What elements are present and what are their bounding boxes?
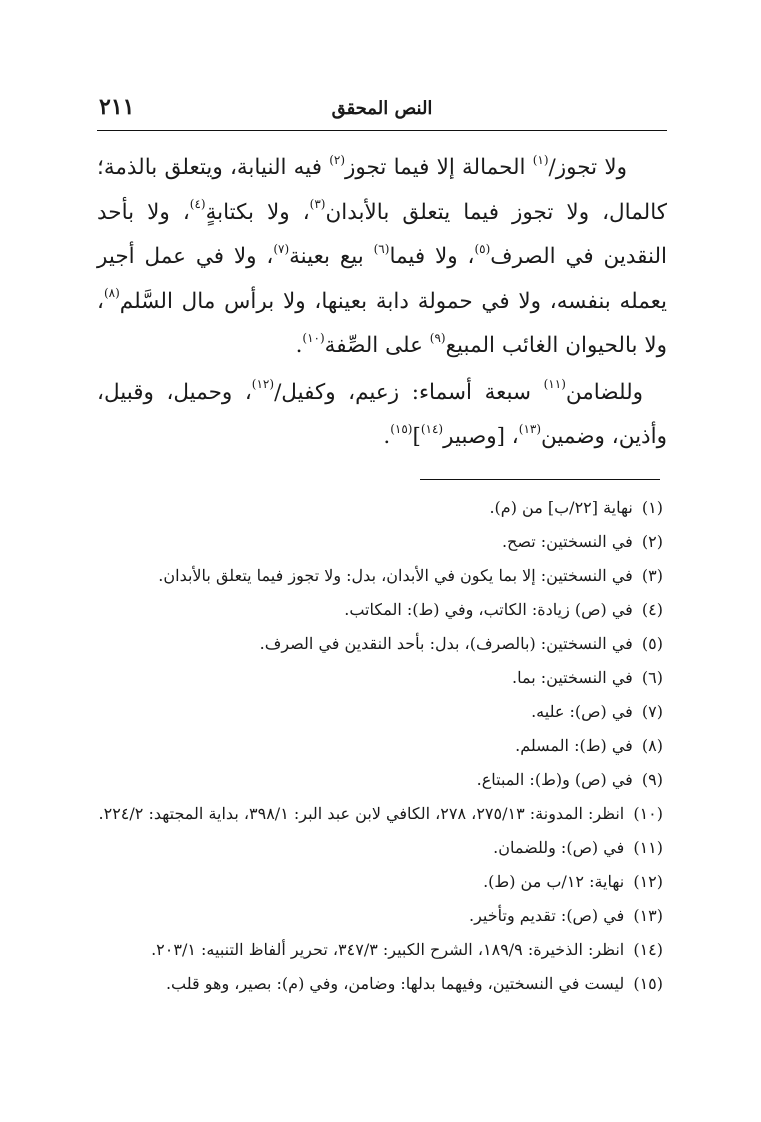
footnote-text: في (ص): وللضمان. [493, 838, 625, 857]
footnote-number: (٤) [641, 600, 663, 619]
footnote-number: (١٥) [633, 974, 663, 993]
text-segment: ، ولا بالحيوان الغائب المبيع [97, 288, 667, 358]
footnote-text: في (ص) و(ط): المبتاع. [476, 770, 633, 789]
text-segment: ، ولا بكتابةٍ [205, 199, 310, 225]
footnote-text: في (ص): عليه. [531, 702, 633, 721]
text-segment: ، [وصبير [443, 424, 519, 449]
footnote [97, 491, 663, 525]
footnote-text: في (ط): المسلم. [515, 736, 633, 755]
page-number: ٢١١ [99, 94, 135, 120]
footnote-text: نهاية: ١٢/ب من (ط). [483, 872, 625, 891]
footnote-text: في النسختين: بما. [512, 668, 633, 687]
text-segment: بيع بعينة [289, 244, 374, 269]
footnote [97, 967, 663, 1001]
footnote-ref: (٤) [189, 197, 206, 212]
text-segment: الحمالة إلا فيما تجوز [345, 155, 533, 180]
text-segment: فيه النيابة، ويتعلق بالذمة؛ كالمال، ولا تجوز فيما يتعلق بالأبدان [97, 155, 667, 225]
text-segment: ، ولا فيما [389, 244, 475, 269]
footnote-separator [420, 479, 660, 480]
footnote-ref: (١٢) [251, 377, 275, 392]
footnote-text: نهاية [٢٢/ب] من (م). [489, 498, 633, 517]
footnote [97, 797, 663, 831]
running-title: النص المحقق [331, 98, 433, 119]
footnote-ref: (١٥) [390, 421, 413, 436]
paragraph-guarantee-rules [97, 146, 667, 369]
footnote-ref: (١٣) [518, 421, 542, 436]
text-segment: وللضامن [565, 379, 644, 405]
footnote-ref: (٨) [103, 286, 120, 301]
footnote-ref: (٧) [273, 241, 290, 256]
footnote-number: (١٣) [633, 906, 663, 925]
text-segment: ] [412, 424, 421, 449]
footnote-number: (٥) [641, 634, 663, 653]
footnote-number: (٦) [641, 668, 663, 687]
footnote-number: (٩) [641, 770, 663, 789]
footnotes-list [97, 491, 663, 1001]
text-segment: على الصِّفة [324, 333, 430, 358]
paragraph-guarantor-names [97, 371, 667, 460]
text-segment: ، ولا بأحد النقدين في الصرف [97, 199, 668, 269]
footnote-number: (٣) [641, 566, 663, 585]
footnote-text: في النسختين: (بالصرف)، بدل: بأحد النقدين في الصرف. [259, 634, 633, 653]
text-segment: ، وحميل، وقبيل، وأذين، وضمين [97, 379, 667, 449]
footnote-ref: (١١) [543, 377, 566, 392]
footnote [97, 729, 663, 763]
footnote-number: (١١) [633, 838, 663, 857]
text-segment: سبعة أسماء: زعيم، وكفيل/ [274, 379, 544, 405]
footnote [97, 593, 663, 627]
footnote-ref: (١٤) [420, 421, 444, 436]
footnote-text: انظر: المدونة: ٢٧٥/١٣، ٢٧٨، الكافي لابن عبد البر: ٣٩٨/١، بداية المجتهد: ٢٢٤/٢. [98, 804, 625, 823]
footnote [97, 763, 663, 797]
footnote [97, 831, 663, 865]
footnote [97, 933, 663, 967]
text-segment: ولا تجوز/ [548, 155, 628, 180]
footnote-number: (٨) [641, 736, 663, 755]
footnote-ref: (١٠) [302, 330, 325, 345]
footnote [97, 559, 663, 593]
footnote [97, 865, 663, 899]
footnote-text: في النسختين: إلا بما يكون في الأبدان، بدل: ولا تجوز فيما يتعلق بالأبدان. [158, 566, 633, 585]
footnote-text: في (ص) زيادة: الكاتب، وفي (ط): المكاتب. [344, 600, 633, 619]
footnote [97, 627, 663, 661]
page-header [97, 92, 667, 131]
footnote-ref: (٢) [329, 152, 346, 167]
footnote-ref: (١) [532, 152, 549, 167]
footnote-ref: (٣) [309, 197, 326, 212]
footnote-number: (٢) [641, 532, 663, 551]
footnote-number: (١٢) [633, 872, 663, 891]
footnote-text: في (ص): تقديم وتأخير. [469, 906, 625, 925]
footnote [97, 661, 663, 695]
footnote-text: انظر: الذخيرة: ١٨٩/٩، الشرح الكبير: ٣٤٧/٣، تحرير ألفاظ التنبيه: ٢٠٣/١. [151, 940, 625, 959]
text-segment: . [295, 333, 303, 358]
footnote-ref: (٩) [429, 330, 446, 345]
footnote-number: (١٤) [633, 940, 663, 959]
footnote-ref: (٦) [373, 241, 390, 256]
main-text [97, 146, 667, 460]
text-segment: . [383, 424, 391, 449]
text-segment: ، ولا في عمل أجير يعمله بنفسه، ولا في حمولة دابة بعينها، ولا برأس مال السَّلم [97, 244, 667, 314]
footnote-ref: (٥) [474, 241, 491, 256]
footnote-text: في النسختين: تصح. [501, 532, 633, 551]
footnote [97, 899, 663, 933]
footnote [97, 525, 663, 559]
footnote [97, 695, 663, 729]
footnote-text: ليست في النسختين، وفيهما بدلها: وضامن، وفي (م): بصير، وهو قلب. [165, 974, 625, 993]
footnote-number: (١٠) [633, 804, 663, 823]
footnote-number: (٧) [641, 702, 663, 721]
footnote-number: (١) [641, 498, 663, 517]
